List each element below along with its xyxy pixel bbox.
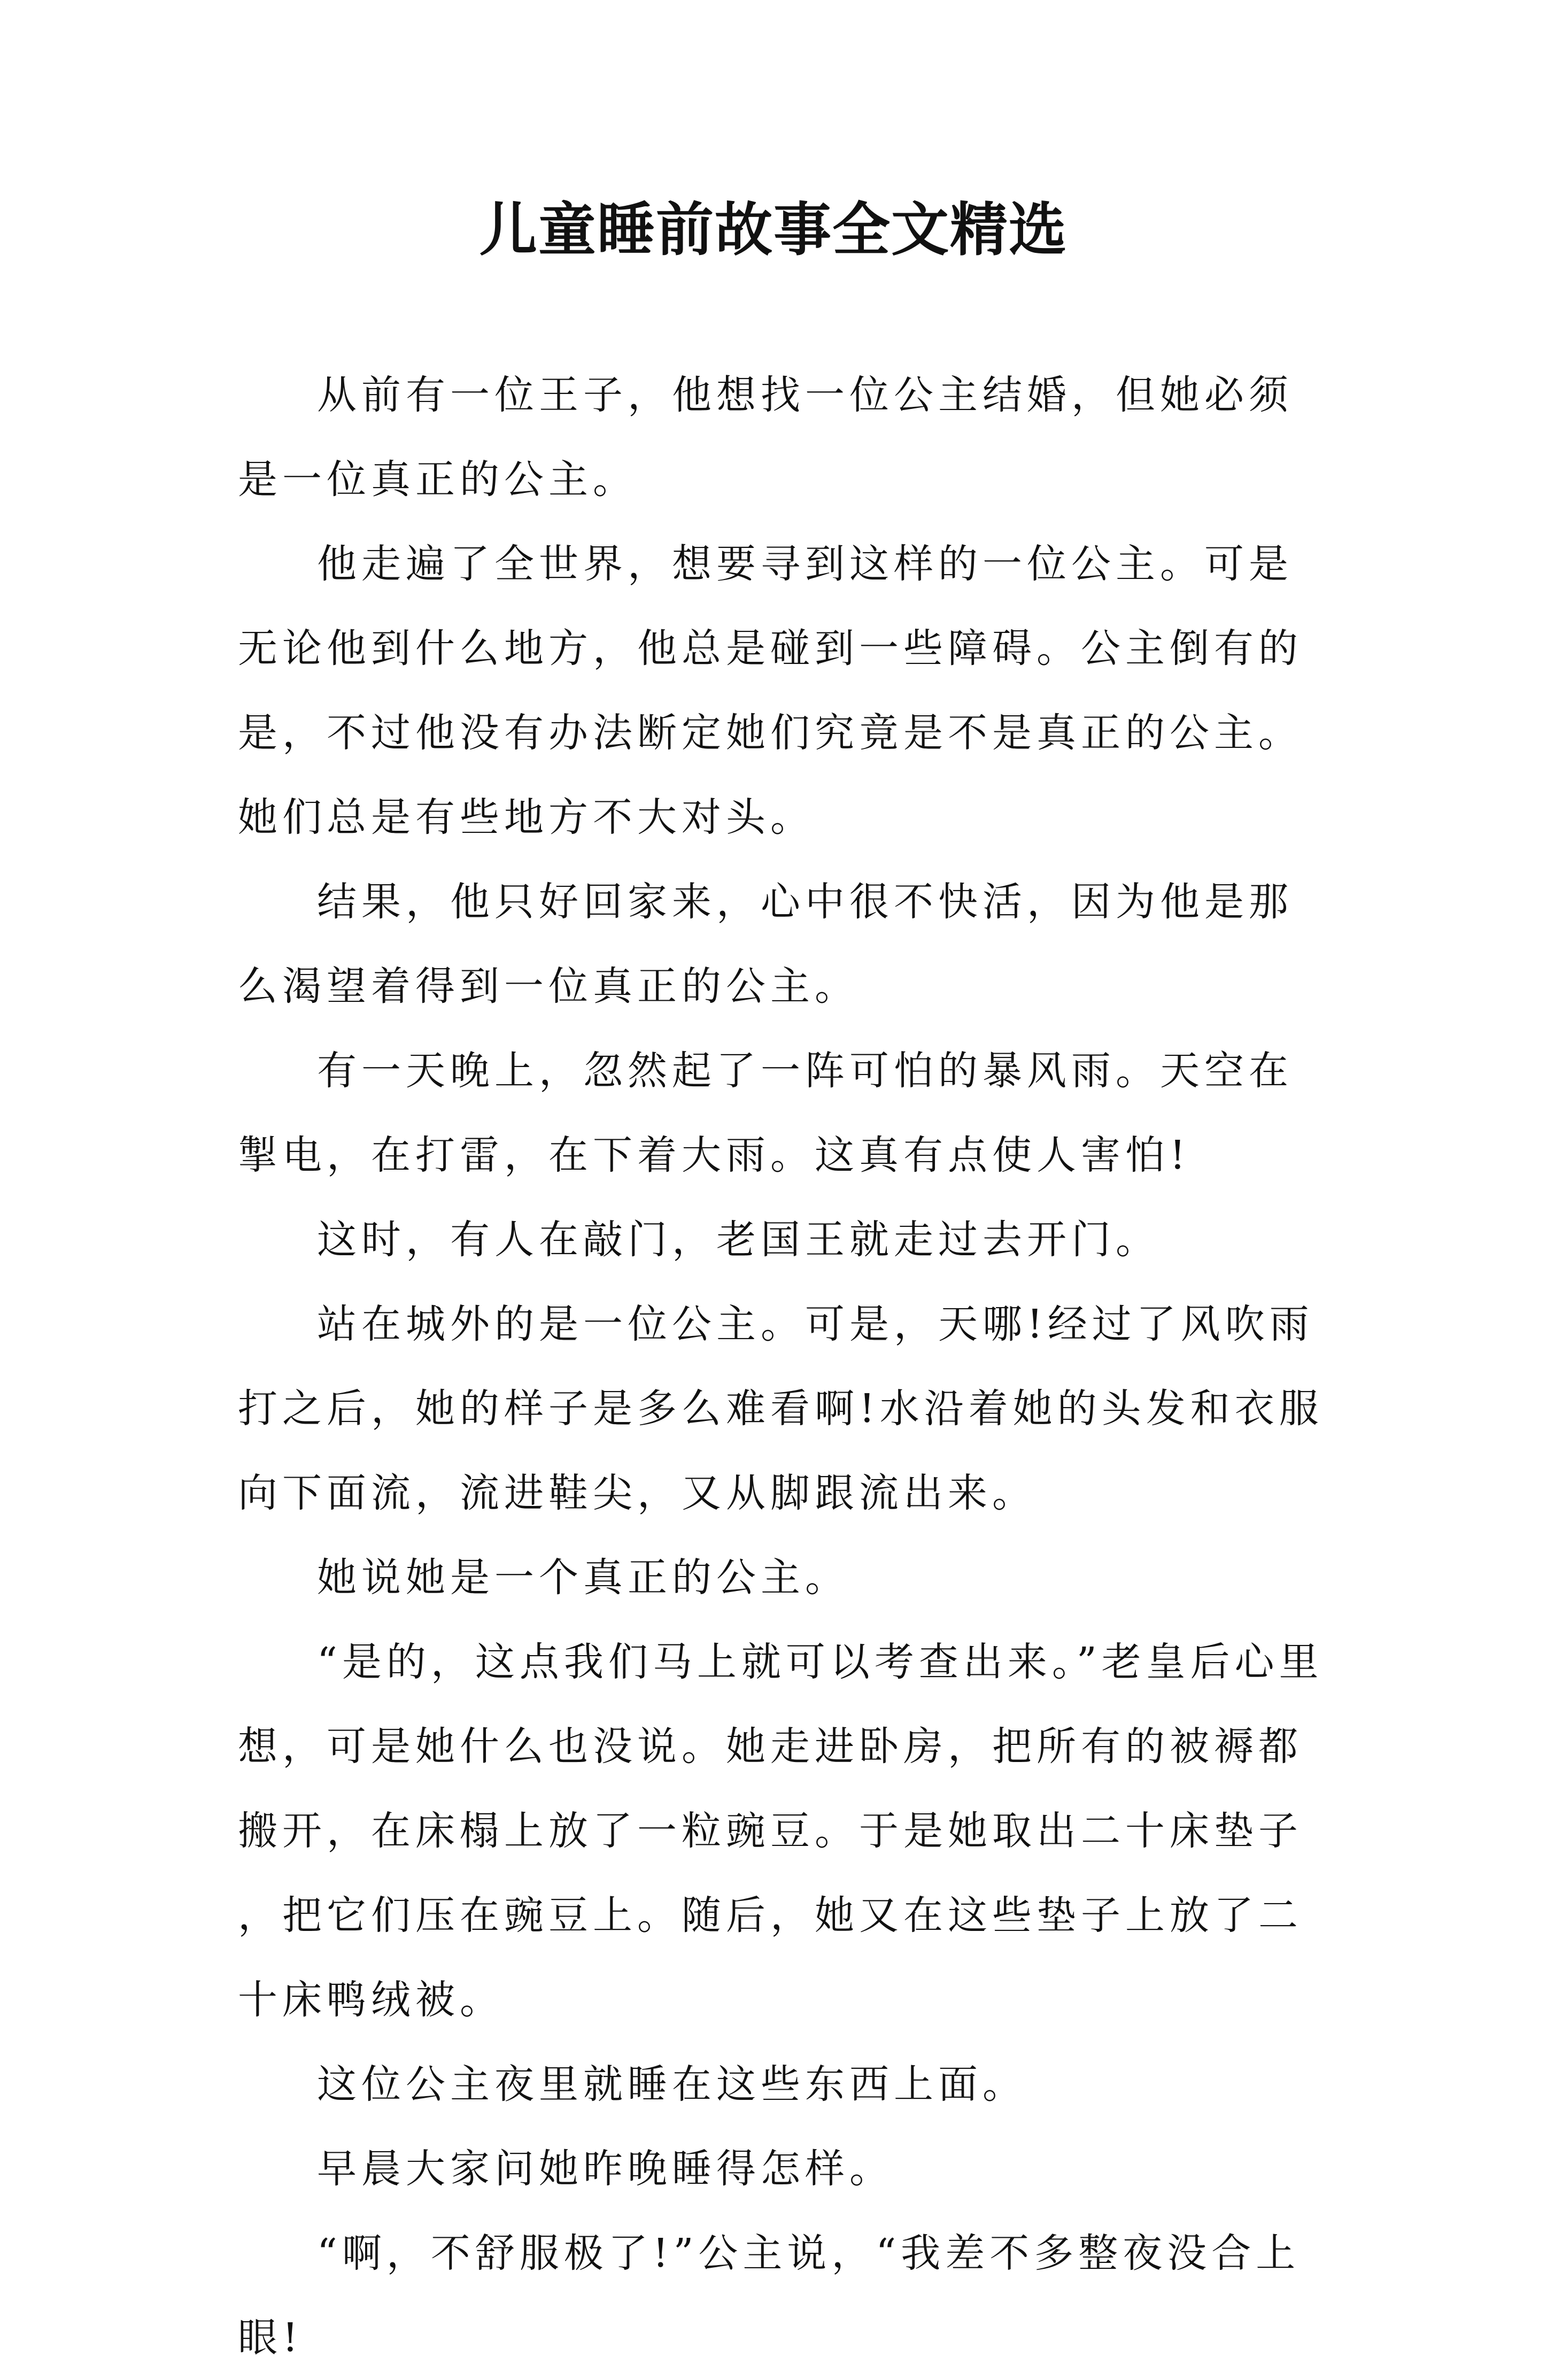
- paragraph: “是的，这点我们马上就可以考查出来。”老皇后心里想，可是她什么也没说。她走进卧房，把所有的被褥都搬开，在床榻上放了一粒豌豆。于是她取出二十床垫子，把它们压在豌豆上。随后，她又在这些垫子上放了二十床鸭绒被。: [238, 1639, 1324, 2023]
- paragraph: 有一天晚上，忽然起了一阵可怕的暴风雨。天空在掣电，在打雷，在下着大雨。这真有点使人害怕!: [238, 1048, 1293, 1178]
- document-title: 儿童睡前故事全文精选: [479, 196, 1068, 264]
- paragraph: 站在城外的是一位公主。可是，天哪!经过了风吹雨打之后，她的样子是多么难看啊!水沿着她的头发和衣服向下面流，流进鞋尖，又从脚跟流出来。: [238, 1301, 1324, 1516]
- paragraph: 她说她是一个真正的公主。: [317, 1555, 849, 1601]
- paragraph: 这位公主夜里就睡在这些东西上面。: [317, 2061, 1027, 2107]
- paragraph: “啊，不舒服极了!”公主说，“我差不多整夜没合上眼!: [238, 2230, 1301, 2361]
- paragraph: 早晨大家问她昨晚睡得怎样。: [317, 2146, 894, 2192]
- paragraph: 结果，他只好回家来，心中很不快活，因为他是那么渴望着得到一位真正的公主。: [238, 879, 1293, 1009]
- document-body: [238, 353, 1326, 2380]
- paragraph: 这时，有人在敲门，老国王就走过去开门。: [317, 1217, 1160, 1263]
- paragraph: 从前有一位王子，他想找一位公主结婚，但她必须是一位真正的公主。: [238, 372, 1293, 503]
- paragraph: 他走遍了全世界，想要寻到这样的一位公主。可是无论他到什么地方，他总是碰到一些障碍。公主倒有的是，不过他没有办法断定她们究竟是不是真正的公主。她们总是有些地方不大对头。: [238, 541, 1303, 840]
